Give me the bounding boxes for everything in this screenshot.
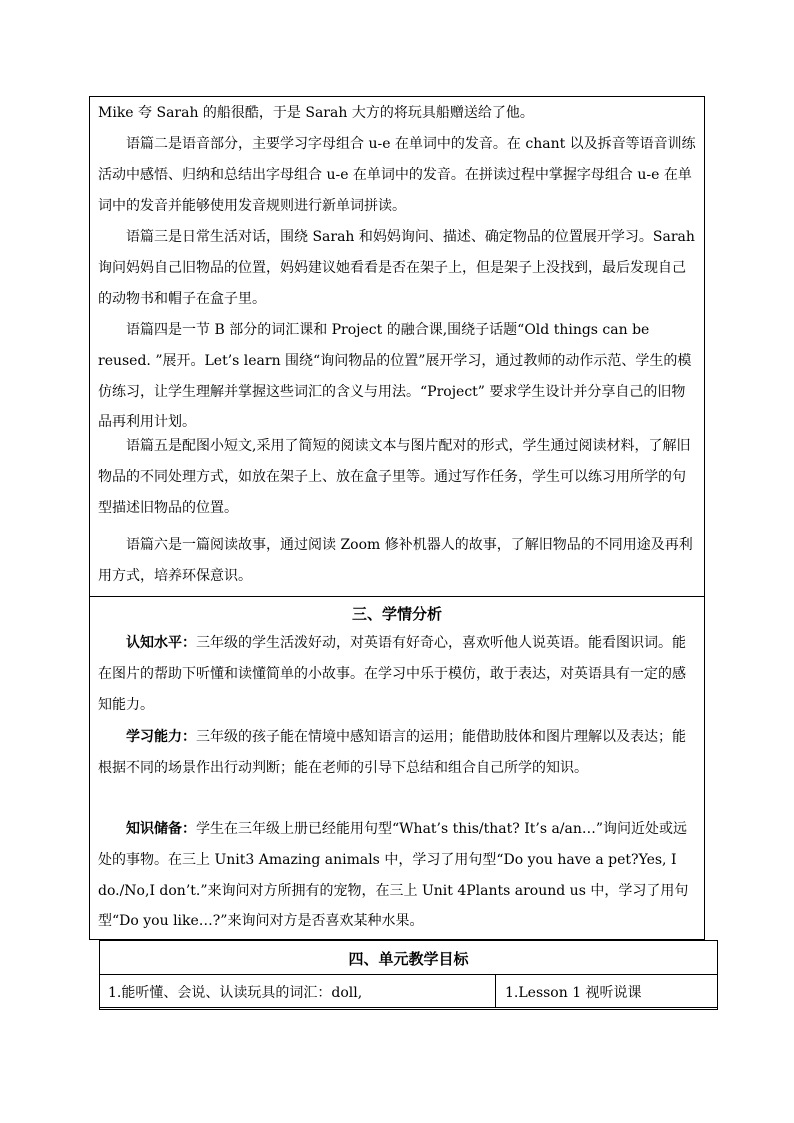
unit-goals-box — [99, 940, 718, 1010]
unit-analysis-box — [89, 96, 705, 596]
cognitive-level-item — [98, 628, 698, 720]
row-divider — [100, 1007, 717, 1008]
section-title-learner-analysis: 三、学情分析 — [351, 605, 442, 623]
item-text: 三年级的学生活泼好动，对英语有好奇心，喜欢听他人说英语。能看图识词。能在图片的帮助下听懂和读懂简单的小故事。在学习中乐于模仿，敢于表达，对英语具有一定的感知能力。 — [98, 635, 686, 713]
knowledge-reserve-item — [98, 814, 698, 937]
goal-cell-left: 1.能听懂、会说、认读玩具的词汇：doll, — [108, 985, 363, 1001]
item-label: 认知水平： — [126, 635, 196, 651]
paragraph-2: 语篇二是语音部分，主要学习字母组合 u-e 在单词中的发音。在 chant 以及拆音等语音训练活动中感悟、归纳和总结出字母组合 u-e 在单词中的发音。在拼读过程中掌握字母组合 u-e 在单词中的发音并能够使用发音规则进行新单词拼读。 — [98, 136, 696, 214]
item-text: 三年级的孩子能在情境中感知语言的运用；能借助肢体和图片理解以及表达；能根据不同的场景作出行动判断；能在老师的引导下总结和组合自己所学的知识。 — [98, 729, 686, 776]
section-title-unit-goals: 四、单元教学目标 — [348, 950, 469, 968]
row-divider — [100, 974, 717, 975]
item-label: 学习能力： — [126, 729, 196, 745]
column-divider — [495, 974, 496, 1007]
paragraph-4: 语篇四是一节 B 部分的词汇课和 Project 的融合课,围绕子话题“Old things can be reused. ”展开。Let’s learn 围绕“询问物品的位置”展开学习，通过教师的动作示范、学生的模仿练习，让学生理解并掌握这些词汇的含义与用法。“Project” 要求学生设计并分享自己的旧物品再利用计划。 — [98, 322, 692, 431]
learning-ability-item — [98, 722, 698, 784]
paragraph-3: 语篇三是日常生活对话，围绕 Sarah 和妈妈询问、描述、确定物品的位置展开学习。Sarah 询问妈妈自己旧物品的位置，妈妈建议她看看是否在架子上，但是架子上没找到，最后发现自己的动物书和帽子在盒子里。 — [98, 229, 695, 307]
item-label: 知识储备： — [126, 821, 196, 837]
learner-analysis-box — [89, 596, 705, 940]
item-text: 学生在三年级上册已经能用句型“What’s this/that? It’s a/an…”询问近处或远处的事物。在三上 Unit3 Amazing animals 中，学习了用句型“Do you have a pet?Yes, I do./No,I don’t.”来询问对方所拥有的宠物，在三上 Unit 4Plants around us 中，学习了用句型“Do you like…?”来询问对方是否喜欢某种水果。 — [98, 821, 689, 930]
paragraph-5: 语篇五是配图小短文,采用了简短的阅读文本与图片配对的形式，学生通过阅读材料，了解旧物品的不同处理方式，如放在架子上、放在盒子里等。通过写作任务，学生可以练习用所学的句型描述旧物品的位置。 — [98, 438, 691, 516]
paragraph-6: 语篇六是一篇阅读故事，通过阅读 Zoom 修补机器人的故事，了解旧物品的不同用途及再利用方式，培养环保意识。 — [98, 537, 693, 584]
goal-cell-right: 1.Lesson 1 视听说课 — [505, 985, 642, 1001]
paragraph-1: Mike 夸 Sarah 的船很酷，于是 Sarah 大方的将玩具船赠送给了他。 — [98, 105, 534, 121]
